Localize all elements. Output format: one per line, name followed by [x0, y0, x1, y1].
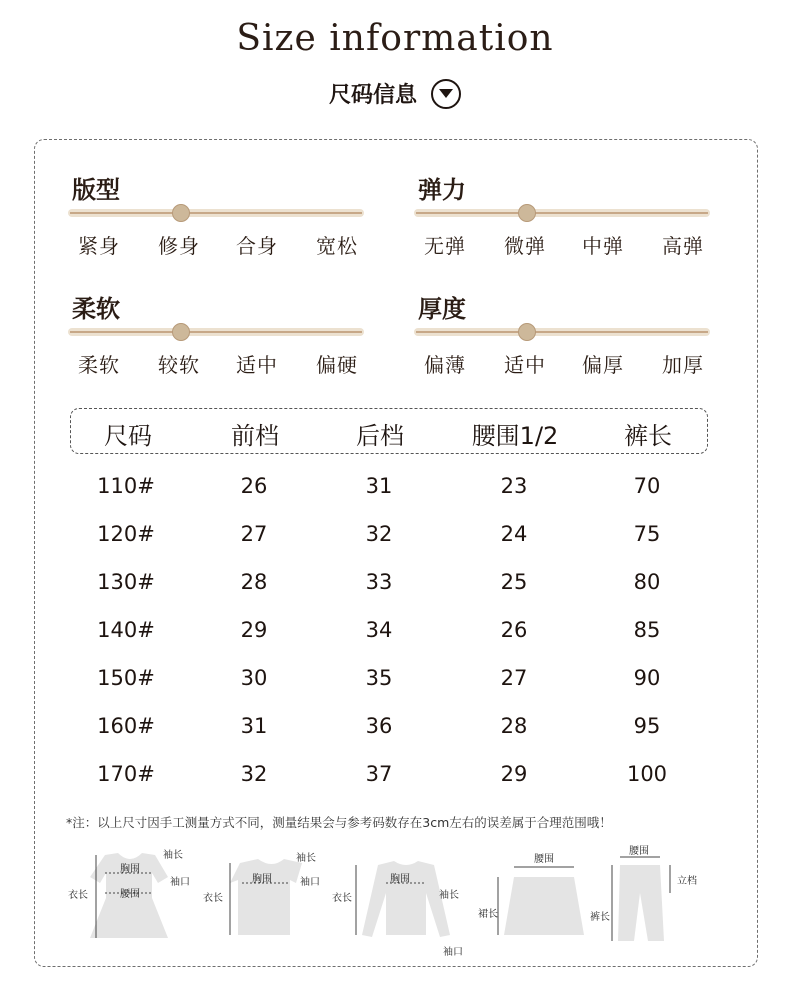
section-subtitle: 尺码信息 [328, 83, 417, 108]
table-cell: 26 [240, 474, 268, 498]
attribute-option: 柔软 [78, 353, 120, 377]
tshirt-diagram [203, 851, 320, 935]
table-cell: 25 [500, 570, 528, 594]
table-cell: 100 [626, 762, 668, 786]
header-pants-length: 裤长 [624, 422, 672, 450]
table-cell: 85 [633, 618, 661, 642]
table-cell: 28 [240, 570, 268, 594]
table-cell: 37 [365, 762, 393, 786]
header-back-rise: 后档 [356, 422, 404, 450]
attribute-options [68, 349, 368, 375]
attribute-name: 厚度 [418, 295, 466, 323]
attribute-option: 偏硬 [316, 353, 358, 377]
attribute-track [414, 328, 710, 336]
dress-chest-label: 胸围 [120, 864, 140, 875]
table-cell: 29 [240, 618, 268, 642]
track-line [416, 212, 708, 214]
page-title: Size information [236, 18, 554, 59]
skirt-diagram [478, 853, 584, 935]
table-cell: 170# [97, 762, 155, 786]
table-cell: 29 [500, 762, 528, 786]
table-row [0, 522, 790, 552]
attribute-option: 偏薄 [424, 353, 466, 377]
attribute-track [68, 209, 364, 217]
sweater-chest-label: 胸围 [390, 874, 410, 885]
table-cell: 90 [633, 666, 661, 690]
table-cell: 32 [240, 762, 268, 786]
attribute-options [68, 230, 368, 256]
attribute-option: 加厚 [662, 353, 704, 377]
pants-length-label: 裤长 [590, 912, 610, 923]
table-cell: 28 [500, 714, 528, 738]
table-cell: 23 [500, 474, 528, 498]
table-row [0, 714, 790, 744]
table-cell: 32 [365, 522, 393, 546]
track-line [70, 212, 362, 214]
table-cell: 26 [500, 618, 528, 642]
attribute-track [68, 328, 364, 336]
attribute-option: 合身 [236, 234, 278, 258]
attribute-option: 中弹 [582, 234, 624, 258]
table-cell: 140# [97, 618, 155, 642]
measurement-note: *注：以上尺寸因手工测量方式不同，测量结果会与参考码数存在3cm左右的误差属于合理范围哦！ [66, 815, 612, 830]
table-cell: 35 [365, 666, 393, 690]
header-size: 尺码 [104, 422, 152, 450]
sweater-cuff-label: 袖口 [443, 947, 463, 958]
table-cell: 31 [240, 714, 268, 738]
pants-shape [618, 865, 664, 941]
tshirt-chest-label: 胸围 [252, 874, 272, 885]
sweater-diagram [332, 861, 463, 958]
header-half-waist: 腰围1/2 [471, 422, 559, 450]
pants-diagram [590, 845, 697, 941]
table-cell: 80 [633, 570, 661, 594]
table-cell: 24 [500, 522, 528, 546]
attribute-level-knob [172, 204, 190, 222]
table-row [0, 762, 790, 792]
skirt-length-label: 裙长 [478, 909, 498, 920]
attribute-name: 柔软 [72, 295, 120, 323]
table-row [0, 618, 790, 648]
attribute-options [414, 349, 714, 375]
table-cell: 150# [97, 666, 155, 690]
attribute-level-knob [518, 323, 536, 341]
attribute-option: 适中 [504, 353, 546, 377]
sweater-length-label: 衣长 [332, 893, 352, 904]
dress-sleeve-label: 袖长 [163, 850, 183, 861]
pants-rise-label: 立档 [677, 876, 697, 887]
attribute-option: 高弹 [662, 234, 704, 258]
table-row [0, 666, 790, 696]
table-cell: 110# [97, 474, 155, 498]
table-cell: 70 [633, 474, 661, 498]
table-row [0, 570, 790, 600]
table-cell: 75 [633, 522, 661, 546]
size-table-header [70, 408, 708, 454]
table-cell: 95 [633, 714, 661, 738]
table-cell: 27 [240, 522, 268, 546]
attribute-option: 微弹 [504, 234, 546, 258]
attribute-level-knob [518, 204, 536, 222]
table-cell: 31 [365, 474, 393, 498]
table-cell: 130# [97, 570, 155, 594]
attribute-option: 紧身 [78, 234, 120, 258]
track-line [70, 331, 362, 333]
tshirt-length-label: 衣长 [203, 893, 223, 904]
attribute-option: 修身 [158, 234, 200, 258]
chevron-down-icon [431, 79, 461, 109]
attribute-track [414, 209, 710, 217]
sweater-sleeve-label: 袖长 [439, 890, 459, 901]
table-cell: 30 [240, 666, 268, 690]
tshirt-sleeve-label: 袖长 [296, 853, 316, 864]
attribute-name: 弹力 [418, 176, 466, 204]
attribute-option: 偏厚 [582, 353, 624, 377]
header-front-rise: 前档 [231, 422, 279, 450]
attribute-option: 宽松 [316, 234, 358, 258]
table-row [0, 474, 790, 504]
subtitle-row [0, 78, 790, 109]
attribute-level-knob [172, 323, 190, 341]
skirt-waist-label: 腰围 [534, 854, 554, 865]
attribute-option: 适中 [236, 353, 278, 377]
skirt-shape [504, 877, 584, 935]
sweater-shape [362, 861, 450, 937]
dress-length-label: 衣长 [68, 890, 88, 901]
dress-diagram [68, 848, 190, 938]
attribute-options [414, 230, 714, 256]
table-cell: 34 [365, 618, 393, 642]
tshirt-cuff-label: 袖口 [300, 877, 320, 888]
table-cell: 160# [97, 714, 155, 738]
track-line [416, 331, 708, 333]
table-cell: 27 [500, 666, 528, 690]
attribute-name: 版型 [72, 176, 120, 204]
table-cell: 33 [365, 570, 393, 594]
dress-waist-label: 腰围 [120, 889, 140, 900]
attribute-option: 无弹 [424, 234, 466, 258]
table-cell: 36 [365, 714, 393, 738]
table-cell: 120# [97, 522, 155, 546]
dress-cuff-label: 袖口 [170, 877, 190, 888]
attribute-option: 较软 [158, 353, 200, 377]
garment-diagrams [60, 843, 740, 963]
tshirt-shape [230, 859, 302, 935]
pants-waist-label: 腰围 [629, 846, 649, 857]
